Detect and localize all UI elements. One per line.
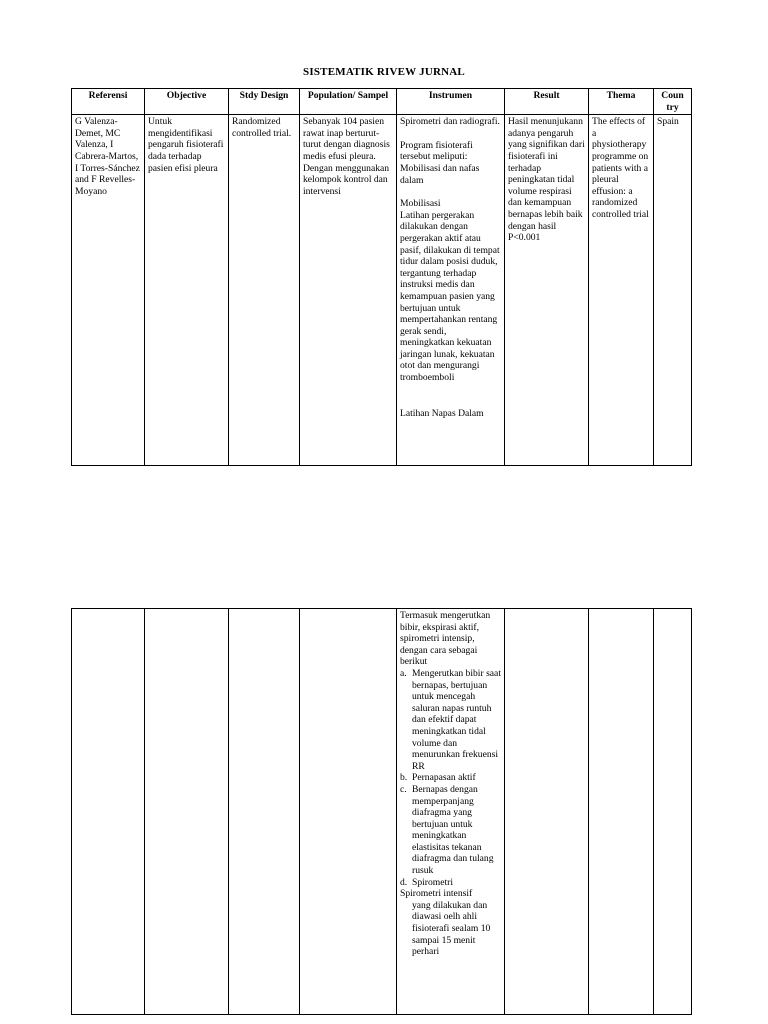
- list-marker: d.: [400, 876, 408, 888]
- cell-referensi-empty: [72, 609, 145, 1015]
- spiro-body: yang dilakukan dan diawasi oelh ahli fisioterafi sealam 10 sampai 15 menit perhari: [412, 899, 491, 958]
- header-referensi: Referensi: [72, 89, 145, 115]
- header-instrumen: Instrumen: [397, 89, 505, 115]
- cell-objective-empty: [145, 609, 229, 1015]
- cell-referensi: G Valenza-Demet, MC Valenza, I Cabrera-Martos, I Torres-Sánchez and F Revelles-Moyano: [72, 115, 145, 466]
- cell-instrumen: [397, 609, 505, 1015]
- header-population: Population/ Sampel: [300, 89, 397, 115]
- header-thema: Thema: [589, 89, 654, 115]
- list-item: [400, 668, 501, 772]
- table-row: [72, 609, 692, 1015]
- review-table: [71, 88, 692, 466]
- page-title: SISTEMATIK RIVEW JURNAL: [303, 66, 465, 78]
- list-item-text: Bernapas dengan memperpanjang diafragma yang bertujuan untuk meningkatkan elastisitas tekanan diafragma dan tulang rusuk: [412, 783, 494, 877]
- spiro-head: Spirometri intensif: [400, 888, 473, 900]
- instrumen-tools: Spirometri dan radiografi.: [400, 116, 500, 128]
- instrumen-program: Program fisioterafi tersebut meliputi: Mobilisasi dan nafas dalam: [400, 139, 480, 186]
- cell-study-design-empty: [229, 609, 300, 1015]
- cell-country: Spain: [654, 115, 692, 466]
- table-row: [72, 115, 692, 466]
- header-country: Coun try: [654, 89, 692, 115]
- cell-result: Hasil menunjukann adanya pengaruh yang signifikan dari fisioterafi ini terhadap peningkatan tidal volume respirasi dan kemampuan bernapas lebih baik dengan hasil P<0.001: [505, 115, 589, 466]
- cell-study-design: Randomized controlled trial.: [229, 115, 300, 466]
- instrumen-intro: Termasuk mengerutkan bibir, ekspirasi aktif, spirometri intensip, dengan cara sebagai berikut: [400, 610, 491, 668]
- list-item: [400, 877, 501, 889]
- review-table-continued: [71, 608, 692, 1015]
- instrumen-mobilisasi-body: Latihan pergerakan dilakukan dengan pergerakan aktif atau pasif, dilakukan di tempat tidur dalam posisi duduk, tergantung terhadap instruksi medis dan kemampuan pasien yang bertujuan untuk mempertahankan rentang gerak sendi, meningkatkan kekuatan jaringan lunak, kekuatan otot dan mengurangi tromboemboli: [400, 209, 500, 384]
- instrumen-napas-dalam: Latihan Napas Dalam: [400, 407, 484, 419]
- header-study-design: Stdy Design: [229, 89, 300, 115]
- cell-country-empty: [654, 609, 692, 1015]
- instrumen-mobilisasi-title: Mobilisasi: [400, 198, 441, 210]
- header-result: Result: [505, 89, 589, 115]
- list-item-text: Mengerutkan bibir saat bernapas, bertujuan untuk mencegah saluran napas runtuh dan efektif dapat meningkatkan tidal volume dan menurunkan frekuensi RR: [412, 667, 501, 772]
- list-marker: c.: [400, 783, 407, 795]
- list-item: [400, 784, 501, 877]
- technique-list: [400, 668, 501, 888]
- list-marker: a.: [400, 667, 407, 679]
- cell-thema-empty: [589, 609, 654, 1015]
- cell-thema: The effects of a physiotherapy programme on patients with a pleural effusion: a randomized controlled trial: [589, 115, 654, 466]
- list-item-text: Pernapasan aktif: [412, 772, 476, 784]
- header-row: [72, 89, 692, 115]
- list-item-text: Spirometri: [412, 876, 454, 888]
- list-item: [400, 772, 501, 784]
- cell-result-empty: [505, 609, 589, 1015]
- cell-population-empty: [300, 609, 397, 1015]
- list-marker: b.: [400, 772, 408, 784]
- cell-population: Sebanyak 104 pasien rawat inap berturut-turut dengan diagnosis medis efusi pleura. Dengan menggunakan kelompok kontrol dan intervensi: [300, 115, 397, 466]
- cell-objective: Untuk mengidentifikasi pengaruh fisioterafi dada terhadap pasien efisi pleura: [145, 115, 229, 466]
- header-objective: Objective: [145, 89, 229, 115]
- cell-instrumen: [397, 115, 505, 466]
